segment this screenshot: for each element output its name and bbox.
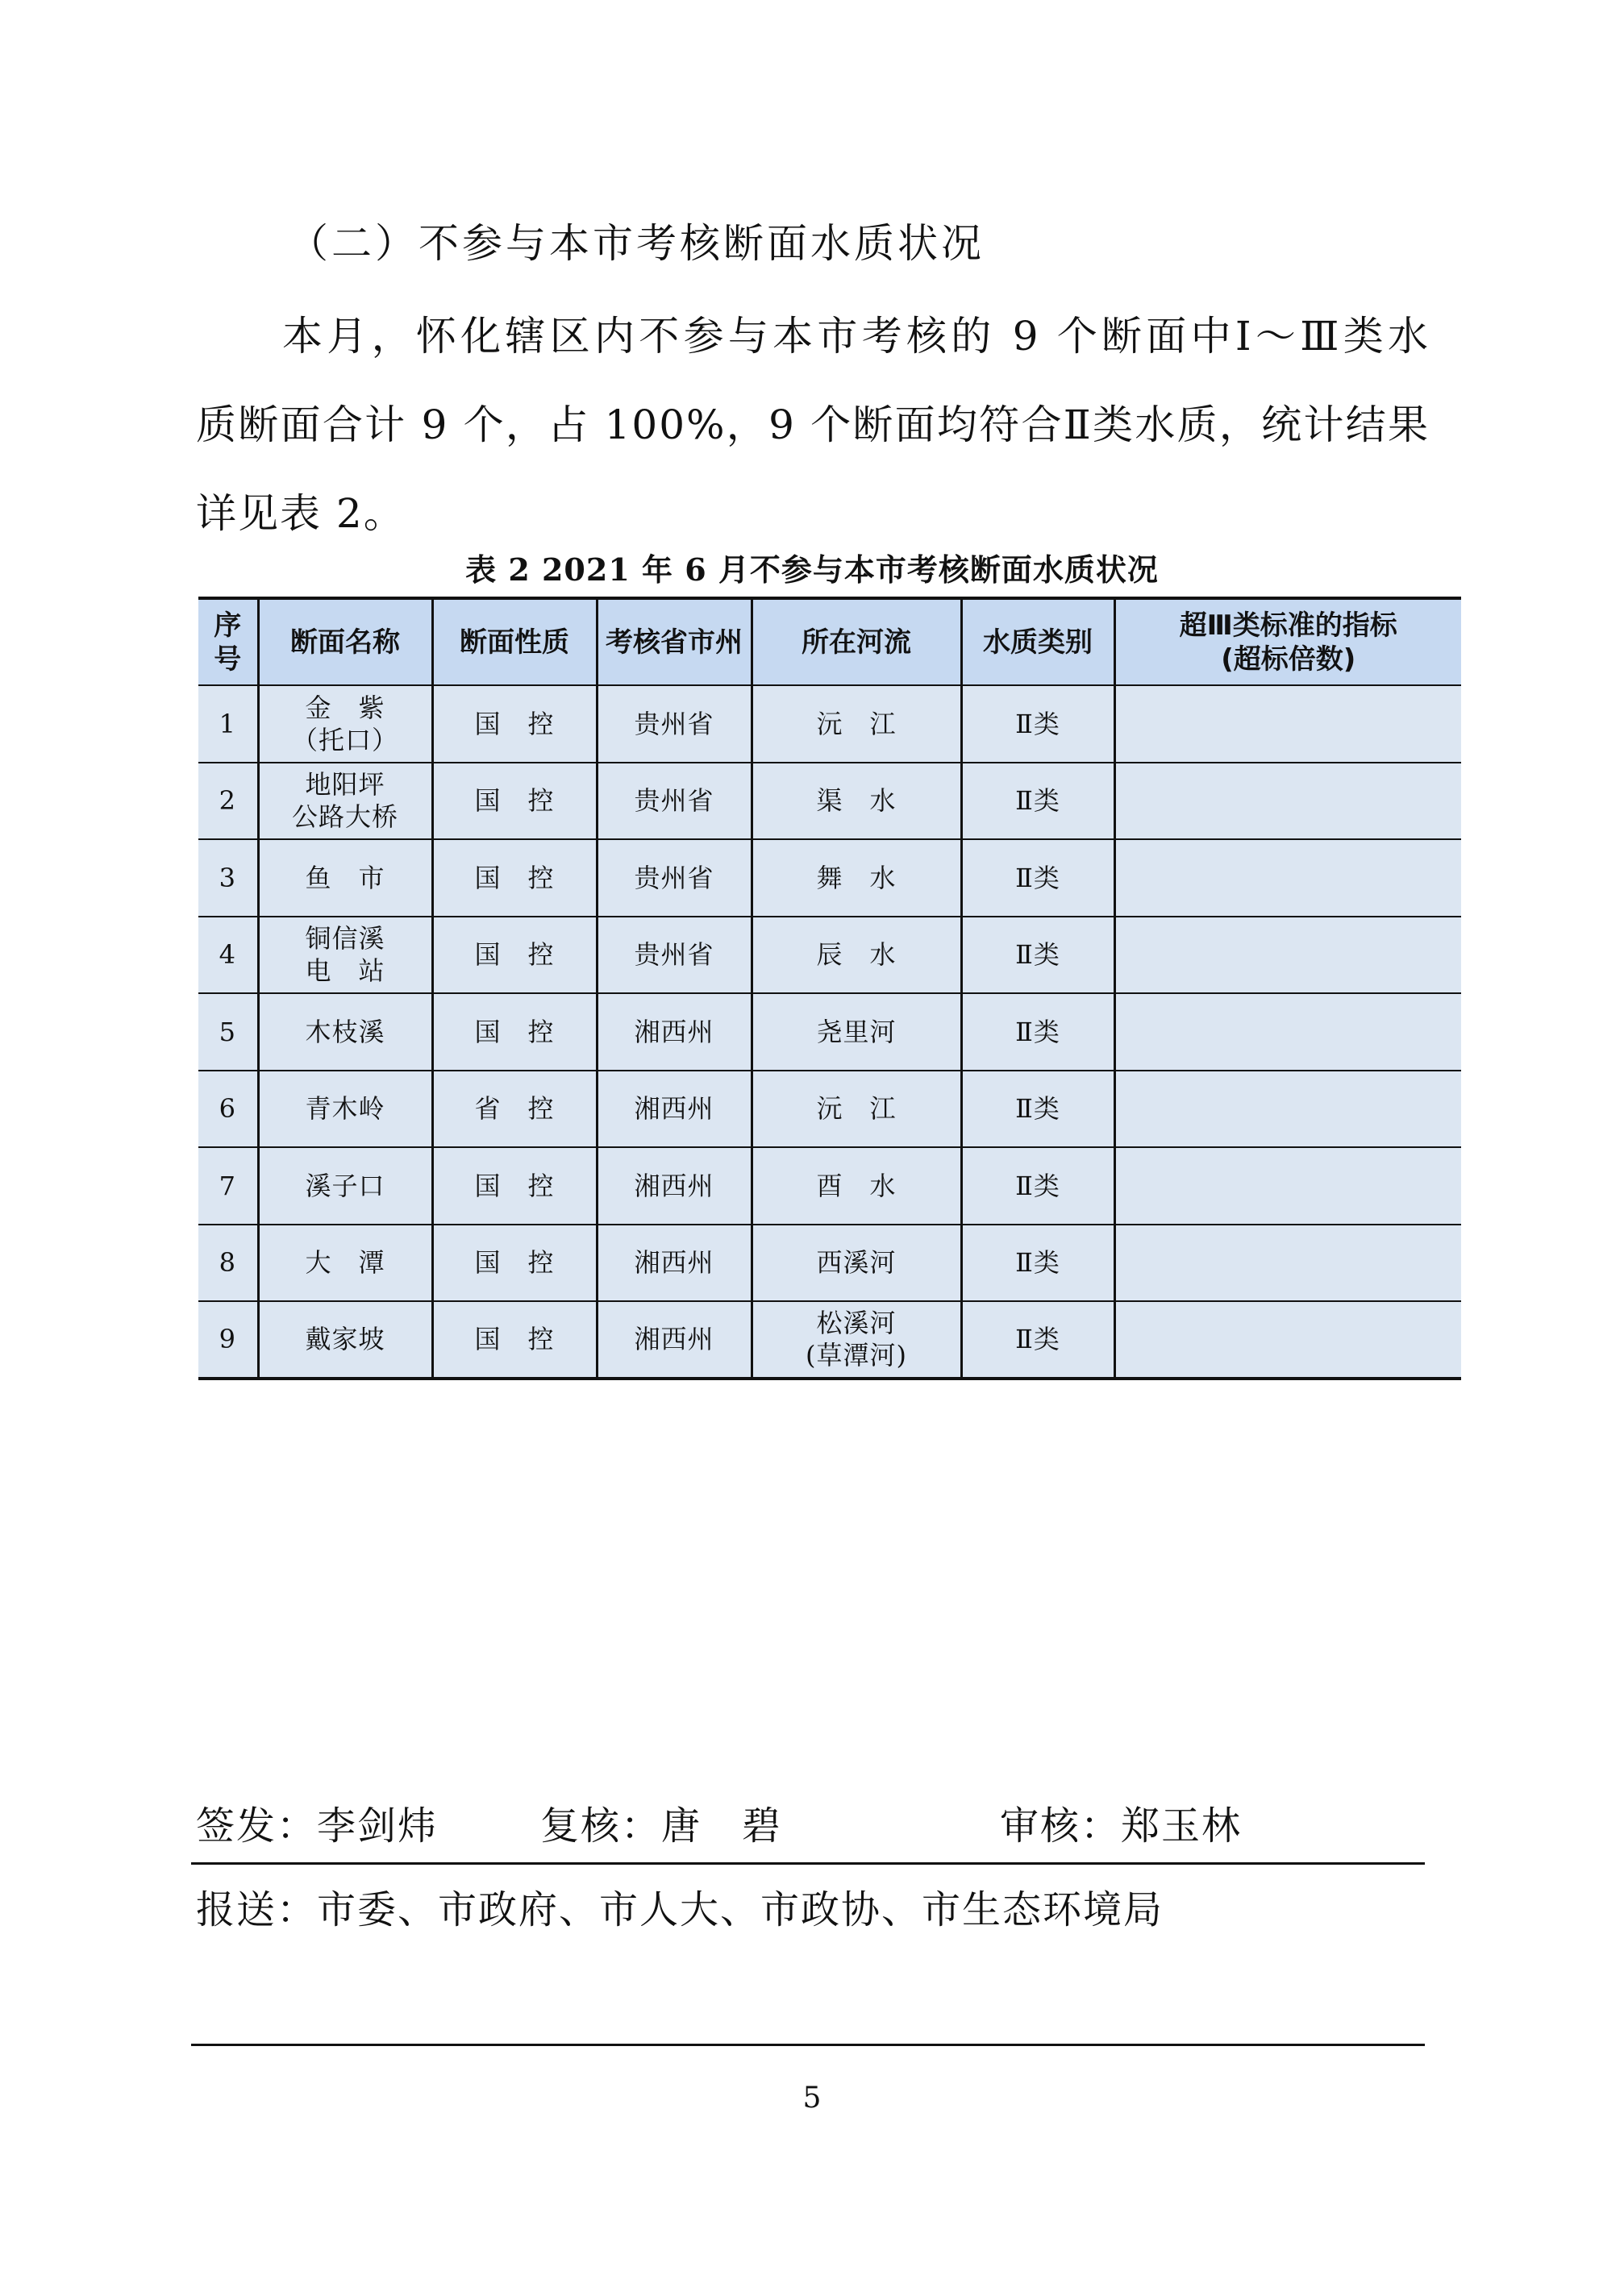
table-row bbox=[198, 1147, 1461, 1225]
name-line: 鱼 市 bbox=[305, 862, 385, 893]
cell-region: 湘西州 bbox=[597, 993, 752, 1071]
cell-no: 3 bbox=[198, 839, 258, 917]
cell-region: 湘西州 bbox=[597, 1071, 752, 1148]
divider-bottom bbox=[191, 2044, 1425, 2046]
page-number: 5 bbox=[802, 2082, 822, 2115]
cell-nature: 国 控 bbox=[432, 1301, 597, 1379]
cell-section-name bbox=[258, 1071, 432, 1148]
header-no-line-2: 号 bbox=[214, 643, 242, 676]
divider-top bbox=[191, 1862, 1425, 1865]
river-line: 舞 水 bbox=[816, 862, 897, 893]
cell-section-name bbox=[258, 917, 432, 994]
paragraph-line: 质断面合计 9 个，占 100%，9 个断面均符合Ⅱ类水质，统计结果 bbox=[196, 401, 1430, 448]
cell-class: Ⅱ类 bbox=[961, 993, 1114, 1071]
cell-class: Ⅱ类 bbox=[961, 1147, 1114, 1225]
river-line: 辰 水 bbox=[816, 939, 897, 971]
name-line: 戴家坡 bbox=[305, 1324, 385, 1355]
river-line: 沅 江 bbox=[816, 1093, 897, 1125]
cell-nature: 省 控 bbox=[432, 1071, 597, 1148]
signoff-reviewed: 复核：唐 碧 bbox=[540, 1803, 783, 1849]
cell-no: 8 bbox=[198, 1225, 258, 1302]
river-line: 尧里河 bbox=[816, 1016, 897, 1047]
paragraph-line: 本月，怀化辖区内不参与本市考核的 9 个断面中Ⅰ～Ⅲ类水 bbox=[282, 313, 1430, 360]
name-line: 金 紫 bbox=[305, 692, 385, 723]
cell-class: Ⅱ类 bbox=[961, 839, 1114, 917]
header-no bbox=[198, 598, 258, 685]
cell-nature: 国 控 bbox=[432, 685, 597, 763]
cell-no: 6 bbox=[198, 1071, 258, 1148]
cell-river bbox=[752, 1071, 961, 1148]
cell-no: 7 bbox=[198, 1147, 258, 1225]
cell-region: 湘西州 bbox=[597, 1301, 752, 1379]
report-to: 报送：市委、市政府、市人大、市政协、市生态环境局 bbox=[196, 1887, 1164, 1932]
cell-river bbox=[752, 763, 961, 840]
cell-region: 贵州省 bbox=[597, 839, 752, 917]
cell-class: Ⅱ类 bbox=[961, 917, 1114, 994]
header-section-nature: 断面性质 bbox=[432, 598, 597, 685]
name-line: 青木岭 bbox=[305, 1093, 385, 1125]
cell-nature: 国 控 bbox=[432, 993, 597, 1071]
table-row bbox=[198, 685, 1461, 763]
table-header-row bbox=[198, 598, 1461, 685]
cell-river bbox=[752, 685, 961, 763]
name-line: 电 站 bbox=[305, 955, 385, 987]
name-line: （托口） bbox=[291, 724, 398, 755]
name-line: 大 潭 bbox=[305, 1247, 385, 1279]
water-quality-table bbox=[198, 597, 1461, 1380]
cell-no: 2 bbox=[198, 763, 258, 840]
table-row bbox=[198, 1301, 1461, 1379]
header-exceed-indicator bbox=[1114, 598, 1461, 685]
cell-class: Ⅱ类 bbox=[961, 1301, 1114, 1379]
name-line: 铜信溪 bbox=[305, 923, 385, 955]
cell-nature: 国 控 bbox=[432, 1225, 597, 1302]
table-row bbox=[198, 839, 1461, 917]
name-line: 溪子口 bbox=[305, 1170, 385, 1201]
paragraph-line: 详见表 2。 bbox=[196, 490, 406, 537]
name-line: 木枝溪 bbox=[305, 1016, 385, 1047]
cell-no: 1 bbox=[198, 685, 258, 763]
table-row bbox=[198, 917, 1461, 994]
header-section-name: 断面名称 bbox=[258, 598, 432, 685]
cell-section-name bbox=[258, 839, 432, 917]
river-line: 渠 水 bbox=[816, 785, 897, 817]
name-line: 地阳坪 bbox=[305, 769, 385, 801]
cell-class: Ⅱ类 bbox=[961, 685, 1114, 763]
cell-nature: 国 控 bbox=[432, 763, 597, 840]
header-exceed-line-2: (超标倍数) bbox=[1221, 643, 1356, 676]
cell-river bbox=[752, 1301, 961, 1379]
table-row bbox=[198, 993, 1461, 1071]
cell-river bbox=[752, 839, 961, 917]
cell-no: 9 bbox=[198, 1301, 258, 1379]
cell-river bbox=[752, 1225, 961, 1302]
header-no-line-1: 序 bbox=[214, 609, 242, 642]
table-caption: 表 2 2021 年 6 月不参与本市考核断面水质状况 bbox=[465, 551, 1159, 588]
river-line: 西溪河 bbox=[816, 1247, 897, 1279]
signoff-audited: 审核：郑玉林 bbox=[1000, 1803, 1243, 1849]
cell-region: 湘西州 bbox=[597, 1147, 752, 1225]
cell-exceed bbox=[1114, 917, 1461, 994]
cell-exceed bbox=[1114, 1071, 1461, 1148]
cell-nature: 国 控 bbox=[432, 839, 597, 917]
cell-exceed bbox=[1114, 1301, 1461, 1379]
cell-exceed bbox=[1114, 685, 1461, 763]
name-line: 公路大桥 bbox=[291, 801, 398, 833]
cell-river bbox=[752, 1147, 961, 1225]
cell-river bbox=[752, 917, 961, 994]
cell-nature: 国 控 bbox=[432, 1147, 597, 1225]
cell-section-name bbox=[258, 1147, 432, 1225]
cell-class: Ⅱ类 bbox=[961, 763, 1114, 840]
header-assessment-region: 考核省市州 bbox=[597, 598, 752, 685]
signoff-issued: 签发：李剑炜 bbox=[196, 1803, 439, 1849]
cell-exceed bbox=[1114, 1225, 1461, 1302]
summary-paragraph bbox=[196, 292, 1430, 558]
cell-exceed bbox=[1114, 839, 1461, 917]
cell-no: 5 bbox=[198, 993, 258, 1071]
cell-class: Ⅱ类 bbox=[961, 1225, 1114, 1302]
cell-river bbox=[752, 993, 961, 1071]
cell-nature: 国 控 bbox=[432, 917, 597, 994]
table-row bbox=[198, 1225, 1461, 1302]
header-exceed-line-1: 超Ⅲ类标准的指标 bbox=[1179, 609, 1397, 642]
cell-section-name bbox=[258, 1301, 432, 1379]
cell-region: 贵州省 bbox=[597, 685, 752, 763]
cell-section-name bbox=[258, 1225, 432, 1302]
cell-no: 4 bbox=[198, 917, 258, 994]
cell-region: 湘西州 bbox=[597, 1225, 752, 1302]
river-line: 沅 江 bbox=[816, 708, 897, 739]
cell-class: Ⅱ类 bbox=[961, 1071, 1114, 1148]
cell-region: 贵州省 bbox=[597, 763, 752, 840]
cell-exceed bbox=[1114, 993, 1461, 1071]
river-line: 酉 水 bbox=[816, 1170, 897, 1201]
header-water-class: 水质类别 bbox=[961, 598, 1114, 685]
header-river: 所在河流 bbox=[752, 598, 961, 685]
river-line: 松溪河 bbox=[816, 1308, 897, 1339]
section-heading: （二）不参与本市考核断面水质状况 bbox=[288, 220, 985, 267]
cell-region: 贵州省 bbox=[597, 917, 752, 994]
river-line: (草潭河) bbox=[806, 1340, 907, 1371]
cell-section-name bbox=[258, 993, 432, 1071]
cell-section-name bbox=[258, 685, 432, 763]
cell-exceed bbox=[1114, 763, 1461, 840]
cell-exceed bbox=[1114, 1147, 1461, 1225]
table-row bbox=[198, 763, 1461, 840]
cell-section-name bbox=[258, 763, 432, 840]
table-row bbox=[198, 1071, 1461, 1148]
